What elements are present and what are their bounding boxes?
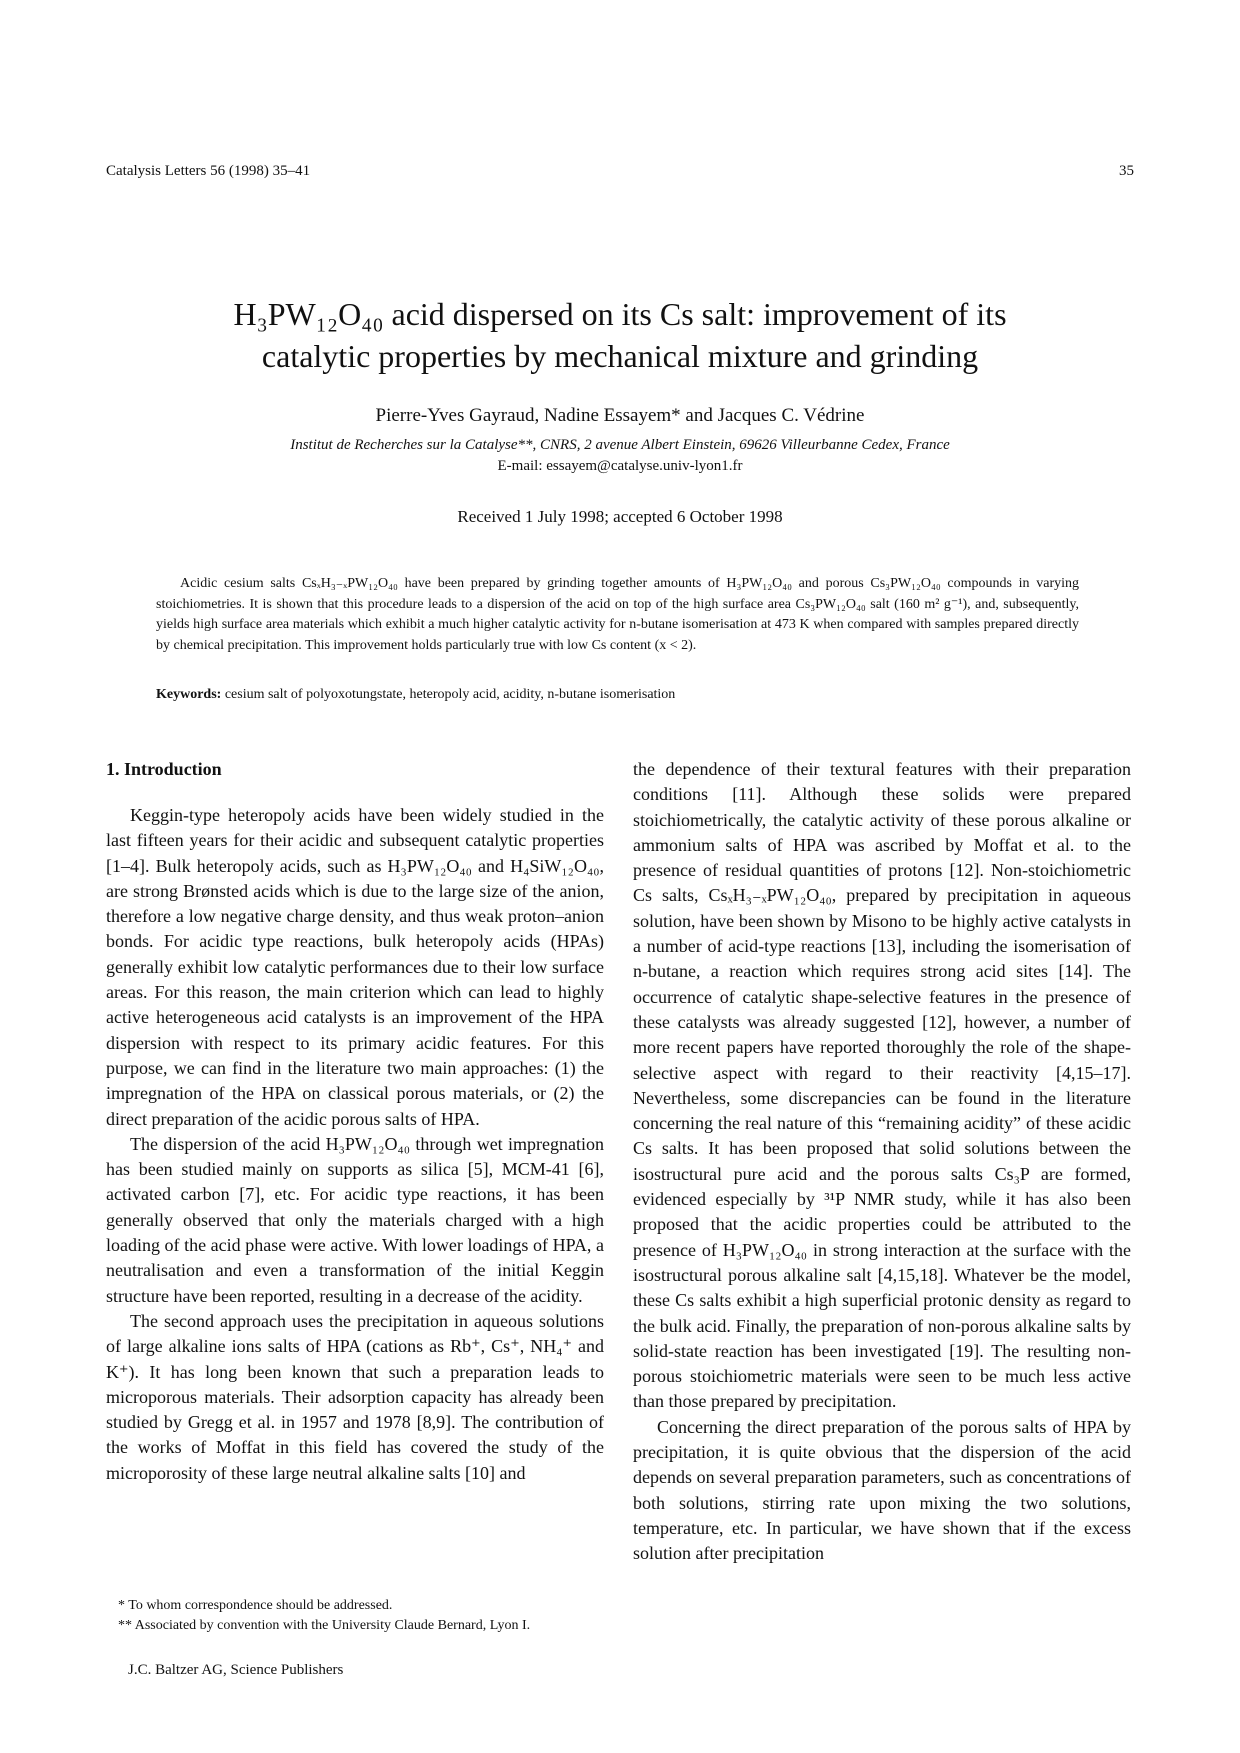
- left-column: [106, 757, 604, 1486]
- journal-citation: Catalysis Letters 56 (1998) 35–41: [106, 163, 311, 179]
- received-dates: Received 1 July 1998; accepted 6 October 1998: [457, 507, 783, 526]
- authors: Pierre-Yves Gayraud, Nadine Essayem* and Jacques C. Védrine: [375, 405, 865, 426]
- paragraph: the dependence of their textural features with their preparation conditions [11]. Although these solids were prepared stoichiometrically, the catalytic activity of these porous alkaline or ammonium salts of HPA was ascribed by Moffat et al. to the presence of residual quantities of protons [12]. Non-stoichiometric Cs salts, CsₓH₃₋ₓPW₁₂O₄₀, prepared by precipitation in aqueous solution, have been shown by Misono to be highly active catalysts in a number of acid-type reactions [13], including the isomerisation of n-butane, a reaction which requires strong acid sites [14]. The occurrence of catalytic shape-selective features in the presence of these catalysts was already suggested [12], however, a number of more recent papers have reported thoroughly the role of the shape-selective aspect with regard to their reactivity [4,15–17]. Nevertheless, some discrepancies can be found in the literature concerning the real nature of this “remaining acidity” of these acidic Cs salts. It has been proposed that solid solutions between the isostructural pure acid and the porous salts Cs₃P are formed, evidenced especially by ³¹P NMR study, while it has also been proposed that the acidic properties could be attributed to the presence of H₃PW₁₂O₄₀ in strong interaction at the surface with the isostructural porous alkaline salt [4,15,18]. Whatever be the model, these Cs salts exhibit a high superficial protonic density as regard to the bulk acid. Finally, the preparation of non-porous alkaline salts by solid-state reaction has been investigated [19]. The resulting non-porous stoichiometric materials were seen to be much less active than those prepared by precipitation.: [633, 759, 1131, 1412]
- page-number: 35: [1119, 163, 1134, 179]
- keywords: [156, 687, 1079, 703]
- article-title: [120, 293, 1120, 377]
- footnotes: [106, 1596, 604, 1636]
- paragraph: Concerning the direct preparation of the porous salts of HPA by precipitation, it is quite obvious that the dispersion of the acid depends on several preparation parameters, such as concentrations of both solutions, stirring rate upon mixing the two solutions, temperature, etc. In particular, we have shown that if the excess solution after precipitation: [633, 1416, 1131, 1564]
- section-heading: 1. Introduction: [106, 759, 222, 779]
- right-column: [633, 757, 1131, 1567]
- affiliation: Institut de Recherches sur la Catalyse**, CNRS, 2 avenue Albert Einstein, 69626 Villeurbanne Cedex, France: [290, 437, 950, 453]
- paragraph: Keggin-type heteropoly acids have been widely studied in the last fifteen years for their acidic and subsequent catalytic properties [1–4]. Bulk heteropoly acids, such as H₃PW₁₂O₄₀ and H₄SiW₁₂O₄₀, are strong Brønsted acids which is due to the large size of the anion, therefore a low negative charge density, and thus weak proton–anion bonds. For acidic type reactions, bulk heteropoly acids (HPAs) generally exhibit low catalytic performances due to their low surface areas. For this reason, the main criterion which can lead to highly active heterogeneous acid catalysts is an improvement of the HPA dispersion with respect to its primary acidic features. For this purpose, we can find in the literature two main approaches: (1) the impregnation of the HPA on classical porous materials, or (2) the direct preparation of the acidic porous salts of HPA.: [106, 805, 604, 1129]
- paragraph: The dispersion of the acid H₃PW₁₂O₄₀ through wet impregnation has been studied mainly on supports as silica [5], MCM-41 [6], activated carbon [7], etc. For acidic type reactions, it has been generally observed that only the materials charged with a high loading of the acid phase were active. With lower loadings of HPA, a neutralisation and even a transformation of the initial Keggin structure have been reported, resulting in a decrease of the acidity.: [106, 1133, 604, 1306]
- title-line-1: H₃PW₁₂O₄₀ acid dispersed on its Cs salt: improvement of its: [233, 296, 1007, 332]
- abstract: Acidic cesium salts CsₓH₃₋ₓPW₁₂O₄₀ have been prepared by grinding together amounts of H₃PW₁₂O₄₀ and porous Cs₃PW₁₂O₄₀ compounds in varying stoichiometries. It is shown that this procedure leads to a dispersion of the acid on top of the high surface area Cs₃PW₁₂O₄₀ salt (160 m² g⁻¹), and, subsequently, yields high surface area materials which exhibit a much higher catalytic activity for n-butane isomerisation at 473 K when compared with samples prepared directly by chemical precipitation. This improvement holds particularly true with low Cs content (x < 2).: [156, 576, 1079, 653]
- publisher: J.C. Baltzer AG, Science Publishers: [128, 1662, 344, 1678]
- footnote: ** Associated by convention with the University Claude Bernard, Lyon I.: [118, 1618, 531, 1633]
- keywords-label: Keywords:: [156, 687, 222, 702]
- email: E-mail: essayem@catalyse.univ-lyon1.fr: [497, 458, 743, 474]
- footnote: * To whom correspondence should be addressed.: [118, 1598, 393, 1613]
- paragraph: The second approach uses the precipitation in aqueous solutions of large alkaline ions salts of HPA (cations as Rb⁺, Cs⁺, NH₄⁺ and K⁺). It has long been known that such a preparation leads to microporous materials. Their adsorption capacity has already been studied by Gregg et al. in 1957 and 1978 [8,9]. The contribution of the works of Moffat in this field has covered the study of the microporosity of these large neutral alkaline salts [10] and: [106, 1310, 604, 1483]
- keywords-text: cesium salt of polyoxotungstate, heteropoly acid, acidity, n-butane isomerisation: [224, 687, 676, 702]
- title-line-2: catalytic properties by mechanical mixture and grinding: [261, 338, 979, 374]
